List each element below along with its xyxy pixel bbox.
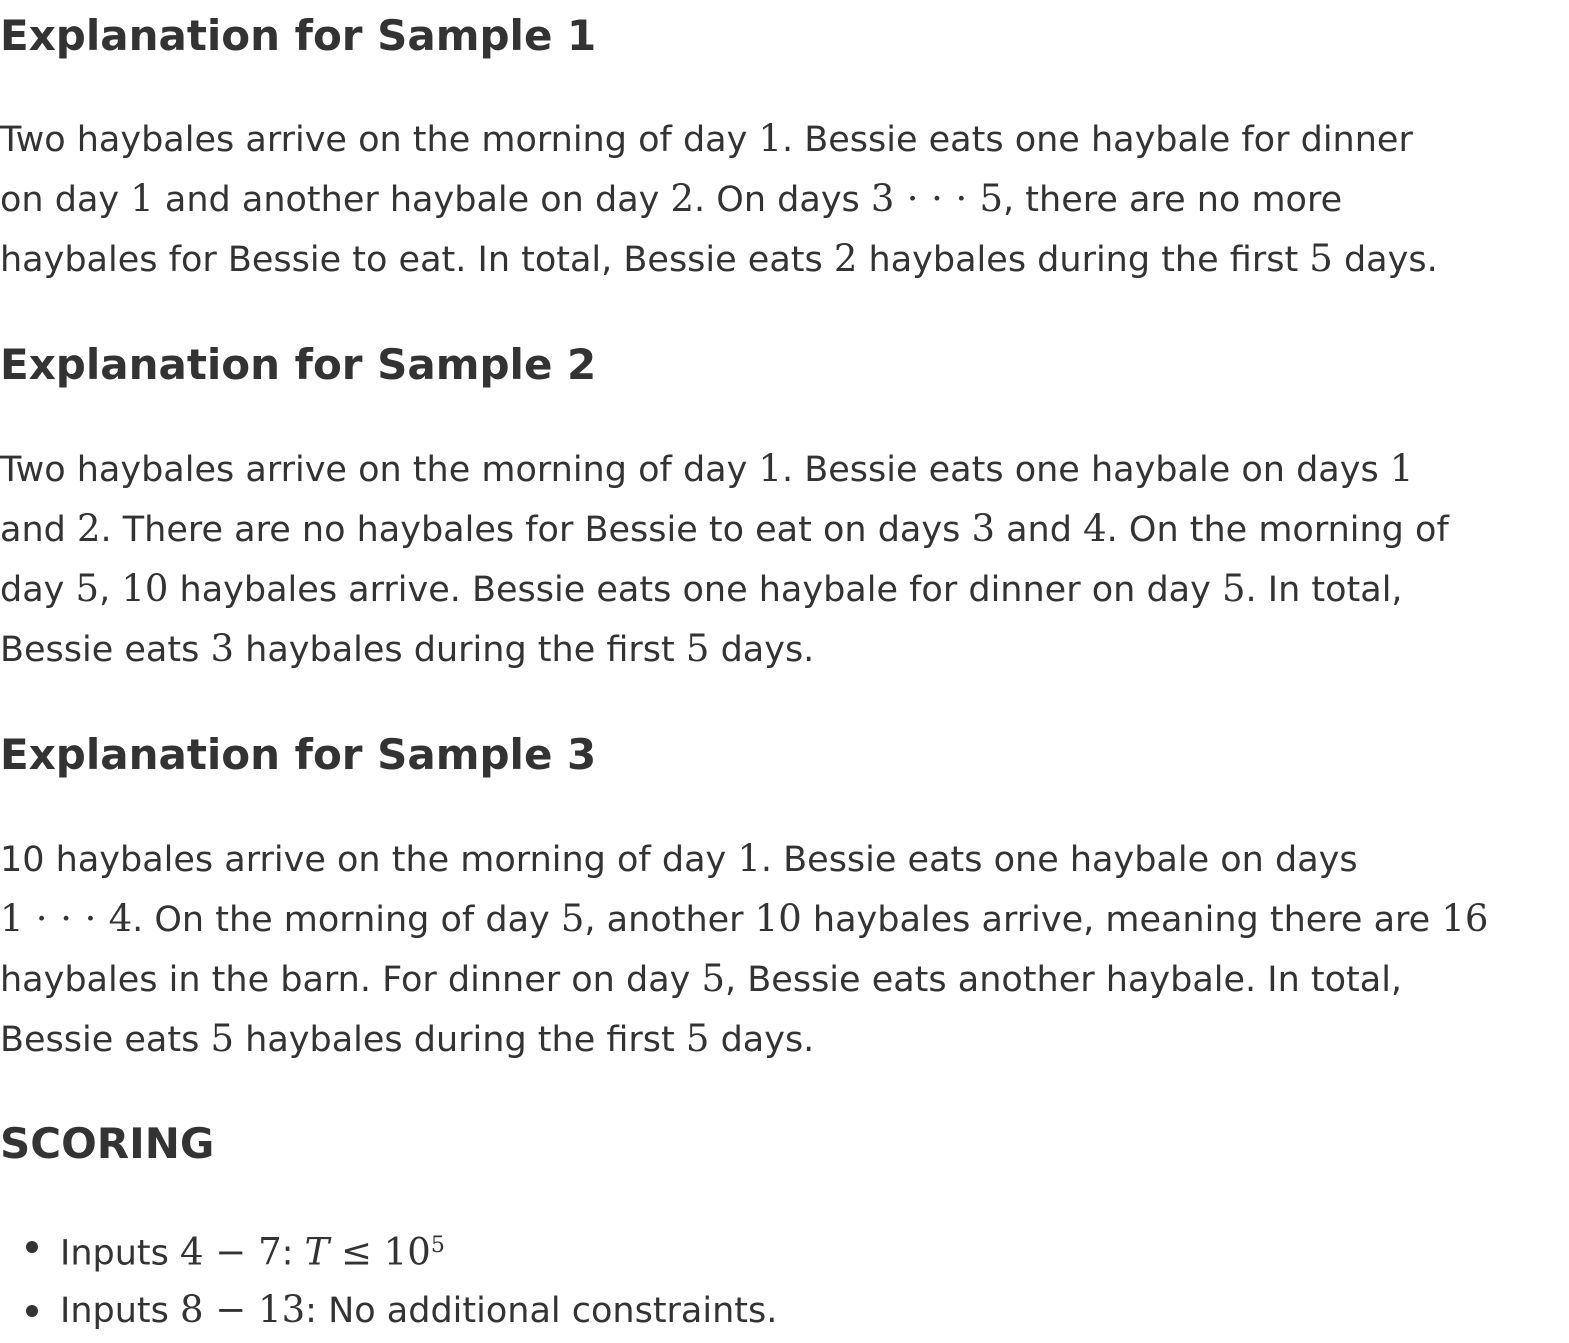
math: 5 [75, 567, 100, 610]
math: 1 [1389, 447, 1414, 490]
paragraph-line: Bessie eats 3 haybales during the first 5 days. [0, 627, 815, 670]
math: 2 [670, 177, 695, 220]
math: 3 [971, 507, 995, 550]
math: ≤ [329, 1230, 384, 1274]
sample-3-explanation [0, 829, 1569, 1069]
math: 10 [121, 567, 169, 610]
math: 10 [383, 1230, 431, 1274]
math: 5 [560, 897, 585, 940]
paragraph-line: and 2. There are no haybales for Bessie to eat on days 3 and 4. On the morning of [0, 507, 1449, 550]
math: 1 [130, 177, 154, 220]
paragraph-line: Two haybales arrive on the morning of day 1. Bessie eats one haybale on days 1 [0, 447, 1414, 490]
bullet-icon [26, 1305, 38, 1317]
sample-1-heading: Explanation for Sample 1 [0, 11, 597, 60]
math: 1 [758, 447, 782, 490]
paragraph-line: Two haybales arrive on the morning of day 1. Bessie eats one haybale for dinner [0, 117, 1413, 160]
math: 10 [754, 897, 802, 940]
sample-1-explanation [0, 109, 1569, 289]
math: 5 [210, 1017, 235, 1060]
list-item: Inputs 4 − 7: $T \le 10^5$ [0, 1214, 777, 1278]
math: 1 [737, 837, 761, 880]
math-variable: T [304, 1230, 330, 1274]
bullet-icon [26, 1241, 38, 1253]
math: 5 [685, 1017, 710, 1060]
sample-3-heading: Explanation for Sample 3 [0, 730, 597, 779]
paragraph-line: 10 haybales arrive on the morning of day 1. Bessie eats one haybale on days [0, 837, 1358, 880]
math: 4 [1083, 507, 1107, 550]
paragraph-line: on day 1 and another haybale on day 2. On days 3 ⋅ ⋅ ⋅ 5, there are no more [0, 177, 1343, 220]
paragraph-line: day 5, 10 haybales arrive. Bessie eats one haybale for dinner on day 5. In total, [0, 567, 1403, 610]
sample-2-heading: Explanation for Sample 2 [0, 340, 597, 389]
math: 8 − 13 [180, 1288, 306, 1331]
math: 5 [685, 627, 710, 670]
scoring-list [0, 1214, 777, 1342]
math: 3 ⋅ ⋅ ⋅ 5 [870, 177, 1004, 220]
math-exponent: 5 [430, 1233, 445, 1258]
sample-2-explanation [0, 439, 1569, 679]
math: 1 [758, 117, 782, 160]
math: 5 [1309, 237, 1333, 280]
math: 2 [76, 507, 101, 550]
math: 1 ⋅ ⋅ ⋅ 4 [0, 897, 133, 940]
math: 5 [1221, 567, 1246, 610]
math: 3 [210, 627, 235, 670]
paragraph-line: Bessie eats 5 haybales during the first 5 days. [0, 1017, 815, 1060]
paragraph-line: haybales for Bessie to eat. In total, Bessie eats 2 haybales during the first 5 days. [0, 237, 1438, 280]
paragraph-line: 1 ⋅ ⋅ ⋅ 4. On the morning of day 5, another 10 haybales arrive, meaning there are 16 [0, 897, 1489, 940]
list-item: Inputs 8 − 13: No additional constraints. [0, 1278, 777, 1342]
math: 5 [701, 957, 726, 1000]
math: 2 [833, 237, 858, 280]
math: 4 − 7 [180, 1230, 282, 1274]
paragraph-line: haybales in the barn. For dinner on day 5, Bessie eats another haybale. In total, [0, 957, 1403, 1000]
math: 16 [1441, 897, 1489, 940]
scoring-heading: SCORING [0, 1119, 215, 1168]
